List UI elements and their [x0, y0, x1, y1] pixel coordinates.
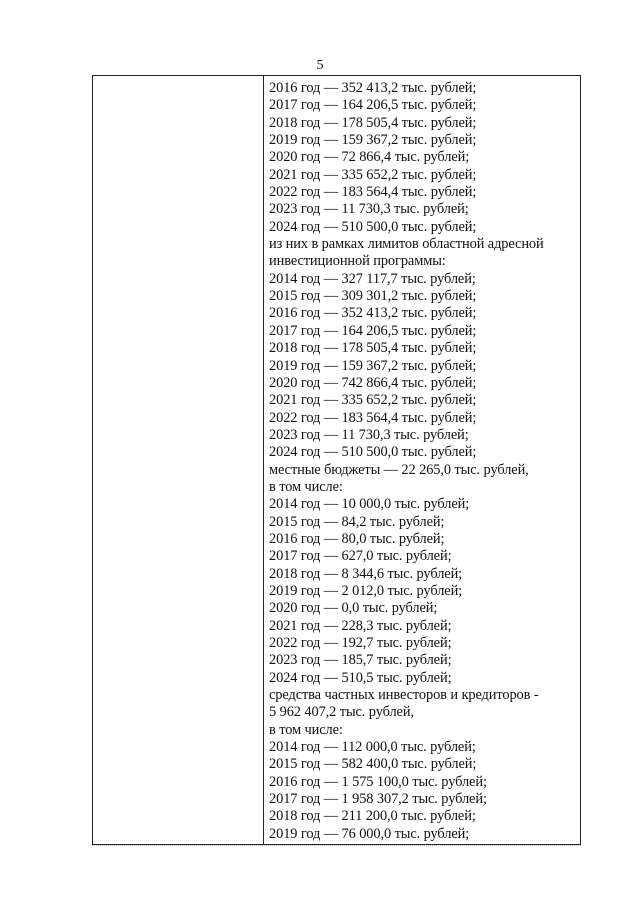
text-line: 2023 год — 185,7 тыс. рублей;	[269, 652, 452, 669]
text-line: 2015 год — 582 400,0 тыс. рублей;	[269, 756, 477, 773]
text-line: инвестиционной программы:	[269, 253, 446, 270]
document-table	[92, 75, 581, 845]
column-divider	[263, 76, 264, 844]
text-line: 2017 год — 627,0 тыс. рублей;	[269, 548, 452, 565]
text-line: 2021 год — 335 652,2 тыс. рублей;	[269, 166, 477, 183]
text-line: 2016 год — 352 413,2 тыс. рублей;	[269, 80, 477, 96]
text-line: 2024 год — 510,5 тыс. рублей;	[269, 669, 452, 686]
text-line: 2017 год — 164 206,5 тыс. рублей;	[269, 97, 477, 114]
text-line: в том числе:	[269, 478, 343, 495]
text-line: в том числе:	[269, 721, 343, 738]
text-line: 2023 год — 11 730,3 тыс. рублей;	[269, 426, 469, 443]
text-line: 2018 год — 178 505,4 тыс. рублей;	[269, 340, 477, 357]
text-line: 2024 год — 510 500,0 тыс. рублей;	[269, 218, 477, 235]
text-line: 2019 год — 159 367,2 тыс. рублей;	[269, 357, 477, 374]
text-line: 2017 год — 1 958 307,2 тыс. рублей;	[269, 791, 487, 808]
text-line: 2016 год — 80,0 тыс. рублей;	[269, 530, 445, 547]
text-line: 2018 год — 178 505,4 тыс. рублей;	[269, 114, 477, 131]
text-line: 2019 год — 159 367,2 тыс. рублей;	[269, 132, 477, 149]
page-number: 5	[316, 58, 324, 73]
page-bottom-rule	[92, 845, 581, 846]
text-line: 2022 год — 192,7 тыс. рублей;	[269, 635, 452, 651]
text-line: 2020 год — 0,0 тыс. рублей;	[269, 600, 438, 617]
text-line: 2017 год — 164 206,5 тыс. рублей;	[269, 322, 477, 339]
text-line: 2024 год — 510 500,0 тыс. рублей;	[269, 444, 477, 461]
text-line: 2014 год — 10 000,0 тыс. рублей;	[269, 496, 470, 513]
text-line: 2021 год — 228,3 тыс. рублей;	[269, 617, 452, 634]
funding-text-column	[269, 80, 576, 843]
text-line: 2020 год — 742 866,4 тыс. рублей;	[269, 374, 477, 391]
text-line: 2019 год — 76 000,0 тыс. рублей;	[269, 825, 470, 842]
text-line: средства частных инвесторов и кредиторов -	[269, 687, 539, 704]
text-line: 2014 год — 112 000,0 тыс. рублей;	[269, 739, 476, 756]
text-line: 2016 год — 1 575 100,0 тыс. рублей;	[269, 773, 487, 790]
text-line: 2020 год — 72 866,4 тыс. рублей;	[269, 149, 470, 166]
text-line: 2022 год — 183 564,4 тыс. рублей;	[269, 184, 477, 201]
text-line: 2022 год — 183 564,4 тыс. рублей;	[269, 409, 477, 426]
text-line: 2015 год — 84,2 тыс. рублей;	[269, 513, 445, 530]
text-line: 2018 год — 211 200,0 тыс. рублей;	[269, 808, 476, 825]
text-line: 2015 год — 309 301,2 тыс. рублей;	[269, 288, 477, 305]
text-line: 5 962 407,2 тыс. рублей,	[269, 704, 414, 721]
text-line: 2016 год — 352 413,2 тыс. рублей;	[269, 305, 477, 322]
text-line: местные бюджеты — 22 265,0 тыс. рублей,	[269, 461, 529, 478]
text-line: 2019 год — 2 012,0 тыс. рублей;	[269, 582, 463, 599]
text-line: 2023 год — 11 730,3 тыс. рублей;	[269, 201, 469, 218]
text-line: 2018 год — 8 344,6 тыс. рублей;	[269, 565, 463, 582]
text-line: из них в рамках лимитов областной адресной	[269, 236, 544, 253]
text-line: 2014 год — 327 117,7 тыс. рублей;	[269, 270, 476, 287]
text-line: 2021 год — 335 652,2 тыс. рублей;	[269, 392, 477, 409]
